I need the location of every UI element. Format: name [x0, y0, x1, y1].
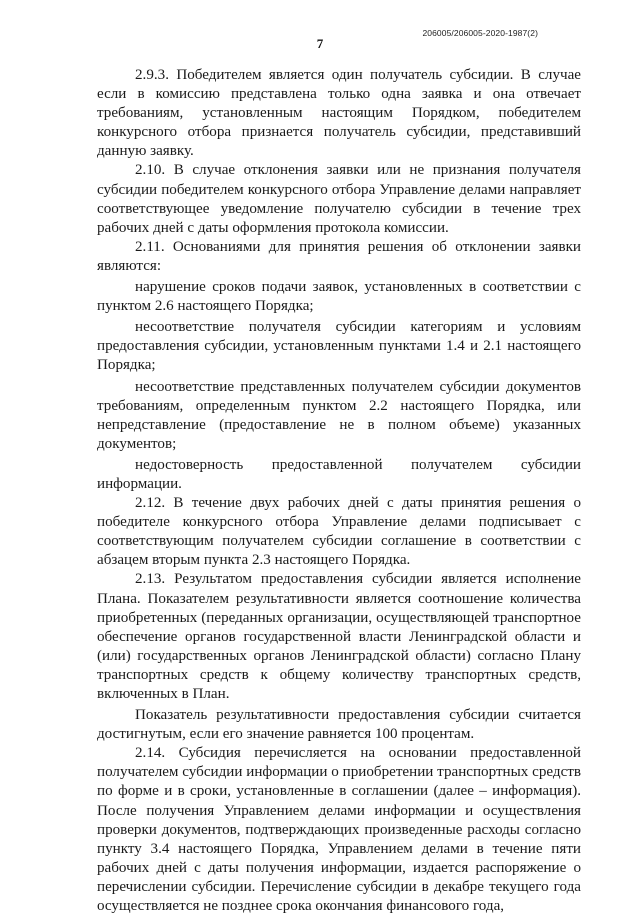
paragraph-2-9-3: 2.9.3. Победителем является один получатель субсидии. В случае если в комиссию представлена только одна заявка и она отвечает требованиям, установленным настоящим Порядком, победителем конкурсного отбора признается получатель субсидии, представивший данную заявку.: [97, 67, 581, 160]
document-code: 206005/206005-2020-1987(2): [422, 28, 538, 38]
paragraph-2-13: 2.13. Результатом предоставления субсидии является исполнение Плана. Показателем результативности является соотношение количества приобретенных (переданных организации, осуществляющей транспортное обеспечение органов государственной власти Ленинградской области и (или) государственных органов Ленинградской области) согласно Плану транспортных средств к общему количеству транспортных средств, включенных в План.: [97, 571, 581, 702]
paragraph-2-11: 2.11. Основаниями для принятия решения об отклонении заявки являются:: [97, 238, 581, 274]
page-number: 7: [316, 36, 324, 51]
list-item-category: несоответствие получателя субсидии категориям и условиям предоставления субсидии, установленным пунктами 1.4 и 2.1 настоящего Порядка;: [97, 319, 581, 374]
paragraph-result-indicator: Показатель результативности предоставления субсидии считается достигнутым, если его значение равняется 100 процентам.: [97, 707, 581, 743]
paragraph-2-12: 2.12. В течение двух рабочих дней с даты принятия решения о победителе конкурсного отбора Управление делами подписывает с соответствующим получателем субсидии соглашение в соответствии с абзацем вторым пункта 2.3 настоящего Порядка.: [97, 495, 581, 569]
list-item-inaccuracy: недостоверность предоставленной получателем субсидии информации.: [97, 456, 581, 492]
list-item-deadline: нарушение сроков подачи заявок, установленных в соответствии с пунктом 2.6 настоящего Порядка;: [97, 279, 581, 315]
document-body: [97, 66, 581, 916]
list-item-documents: несоответствие представленных получателем субсидии документов требованиям, определенным пунктом 2.2 настоящего Порядка, или непредставление (предоставление не в полном объеме) указанных документов;: [97, 378, 581, 452]
paragraph-2-14: 2.14. Субсидия перечисляется на основании предоставленной получателем субсидии информации о приобретении транспортных средств по форме и в сроки, установленные в соглашении (далее – информация). После получения Управлением делами информации и осуществления проверки документов, подтверждающих произведенные расходы согласно пункту 3.4 настоящего Порядка, Управлением делами в течение пяти рабочих дней с даты получения информации, издается распоряжение о перечислении субсидии. Перечисление субсидии в декабре текущего года осуществляется не позднее срока окончания финансового года,: [97, 745, 581, 915]
paragraph-2-10: 2.10. В случае отклонения заявки или не признания получателя субсидии победителем конкурсного отбора Управление делами направляет соответствующее уведомление получателю субсидии в течение трех рабочих дней с даты оформления протокола комиссии.: [97, 162, 581, 236]
